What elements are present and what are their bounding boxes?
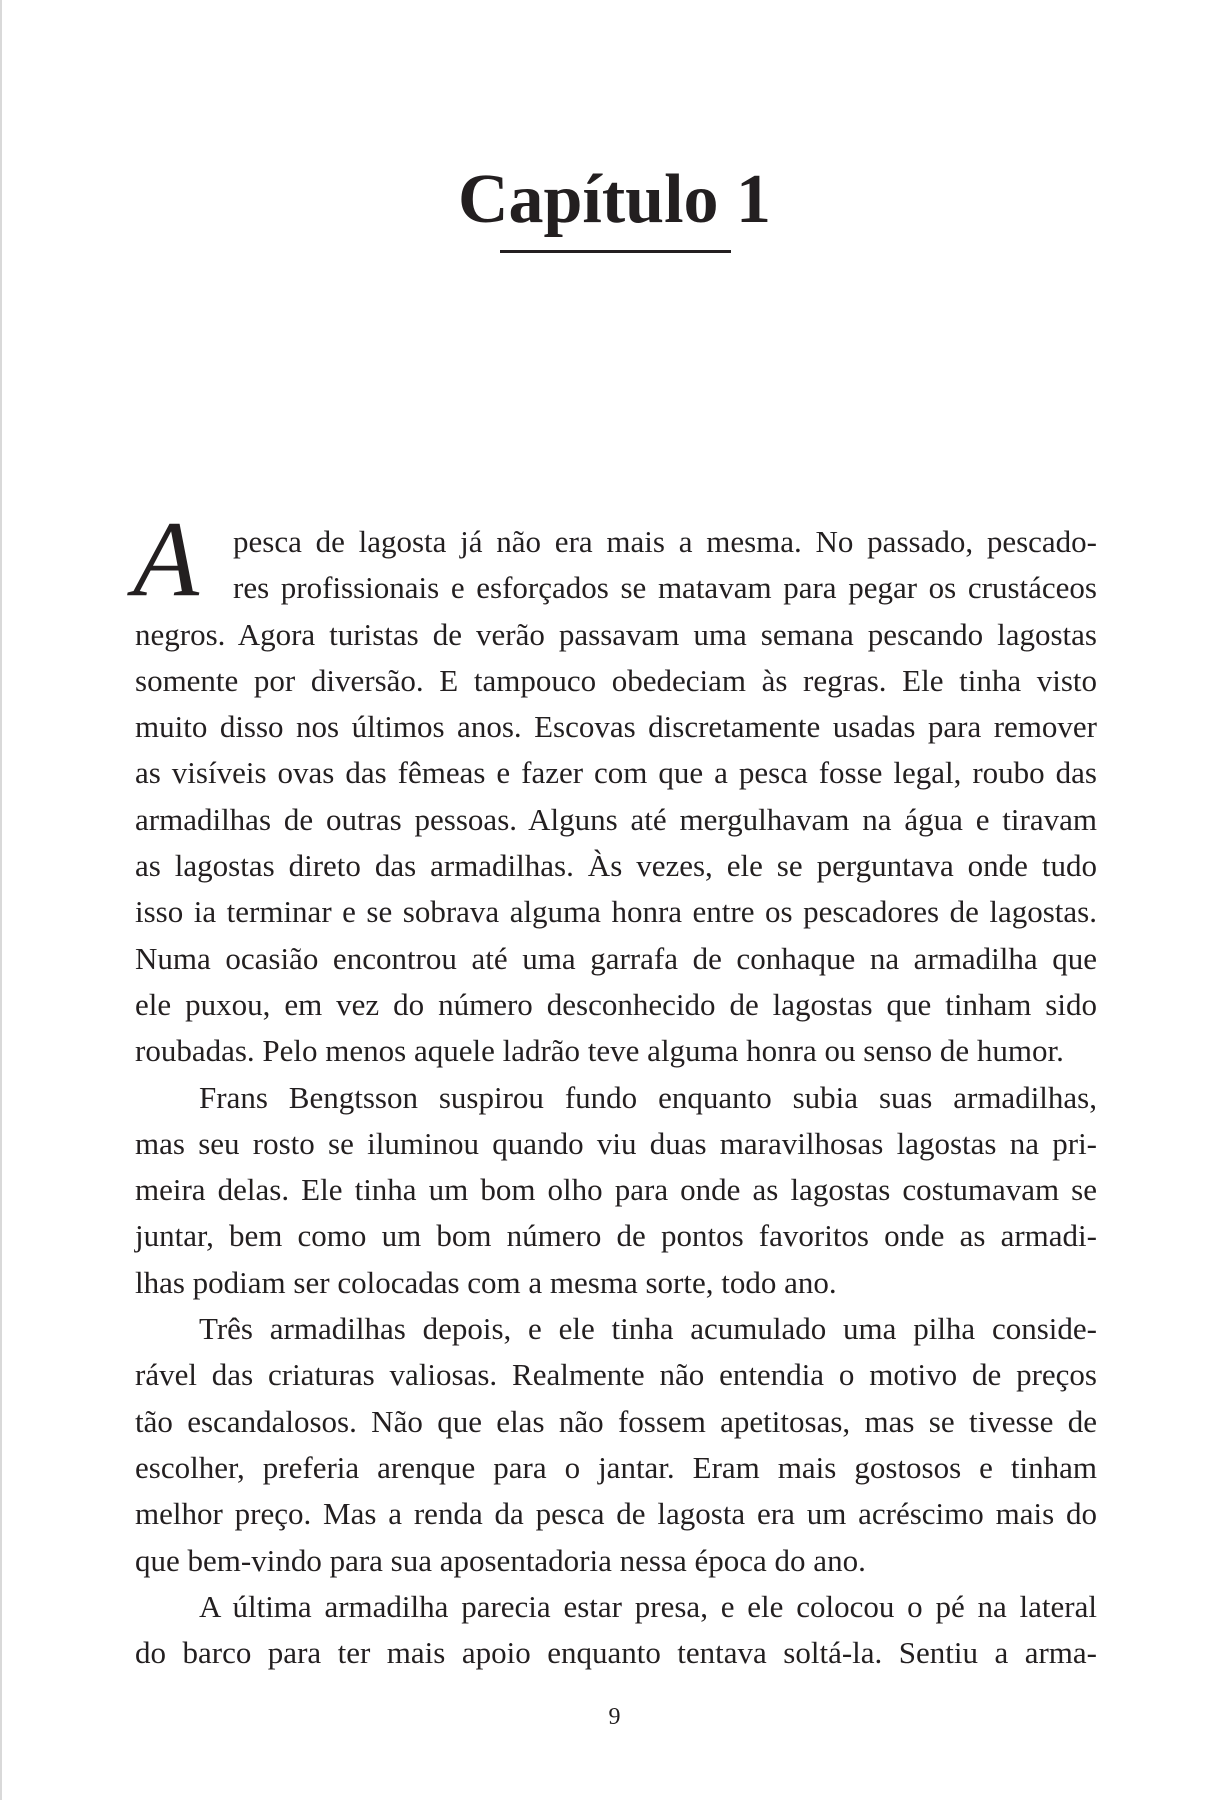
text-line: escolher, preferia arenque para o jantar. Eram mais gostosos e tinham: [135, 1449, 1097, 1485]
text-line: A última armadilha parecia estar presa, e ele colocou o pé na lateral: [199, 1588, 1097, 1624]
text-line: roubadas. Pelo menos aquele ladrão teve alguma honra ou senso de humor.: [135, 1033, 1064, 1069]
text-line: somente por diversão. E tampouco obedeciam às regras. Ele tinha visto: [135, 662, 1097, 698]
text-line: negros. Agora turistas de verão passavam uma semana pescando lagostas: [135, 616, 1097, 652]
text-line: ele puxou, em vez do número desconhecido de lagostas que tinham sido: [135, 986, 1097, 1022]
title-underline: [500, 250, 731, 253]
text-line: lhas podiam ser colocadas com a mesma sorte, todo ano.: [135, 1264, 837, 1300]
text-line: armadilhas de outras pessoas. Alguns até mergulhavam na água e tiravam: [135, 801, 1097, 837]
text-line: do barco para ter mais apoio enquanto tentava soltá-la. Sentiu a arma-: [135, 1635, 1097, 1671]
text-line: pesca de lagosta já não era mais a mesma. No passado, pescado-: [233, 524, 1097, 559]
text-line: isso ia terminar e se sobrava alguma honra entre os pescadores de lagostas.: [135, 894, 1097, 930]
text-line: Numa ocasião encontrou até uma garrafa de conhaque na armadilha que: [135, 940, 1097, 976]
text-line: as visíveis ovas das fêmeas e fazer com que a pesca fosse legal, roubo das: [135, 755, 1097, 791]
chapter-title: Capítulo 1: [457, 161, 772, 238]
text-line: rável das criaturas valiosas. Realmente não entendia o motivo de preços: [135, 1357, 1097, 1393]
text-line: tão escandalosos. Não que elas não fossem apetitosas, mas se tivesse de: [135, 1403, 1097, 1439]
text-line: juntar, bem como um bom número de pontos favoritos onde as armadi-: [135, 1218, 1097, 1254]
text-line: melhor preço. Mas a renda da pesca de lagosta era um acréscimo mais do: [135, 1496, 1097, 1532]
text-line: Três armadilhas depois, e ele tinha acumulado uma pilha conside-: [199, 1311, 1097, 1347]
text-line: meira delas. Ele tinha um bom olho para onde as lagostas costumavam se: [135, 1172, 1097, 1208]
page-number: 9: [608, 1704, 621, 1730]
page-edge: [0, 0, 2, 1800]
text-line: que bem-vindo para sua aposentadoria nessa época do ano.: [135, 1542, 866, 1578]
text-line: Frans Bengtsson suspirou fundo enquanto subia suas armadilhas,: [199, 1079, 1097, 1115]
text-line: res profissionais e esforçados se matavam para pegar os crustáceos: [233, 570, 1097, 606]
text-line: muito disso nos últimos anos. Escovas discretamente usadas para remover: [135, 709, 1097, 745]
text-line: as lagostas direto das armadilhas. Às vezes, ele se perguntava onde tudo: [135, 848, 1097, 884]
body-text: [135, 519, 1097, 1676]
text-line: mas seu rosto se iluminou quando viu duas maravilhosas lagostas na pri-: [135, 1125, 1097, 1161]
drop-cap-letter: A: [133, 500, 199, 619]
